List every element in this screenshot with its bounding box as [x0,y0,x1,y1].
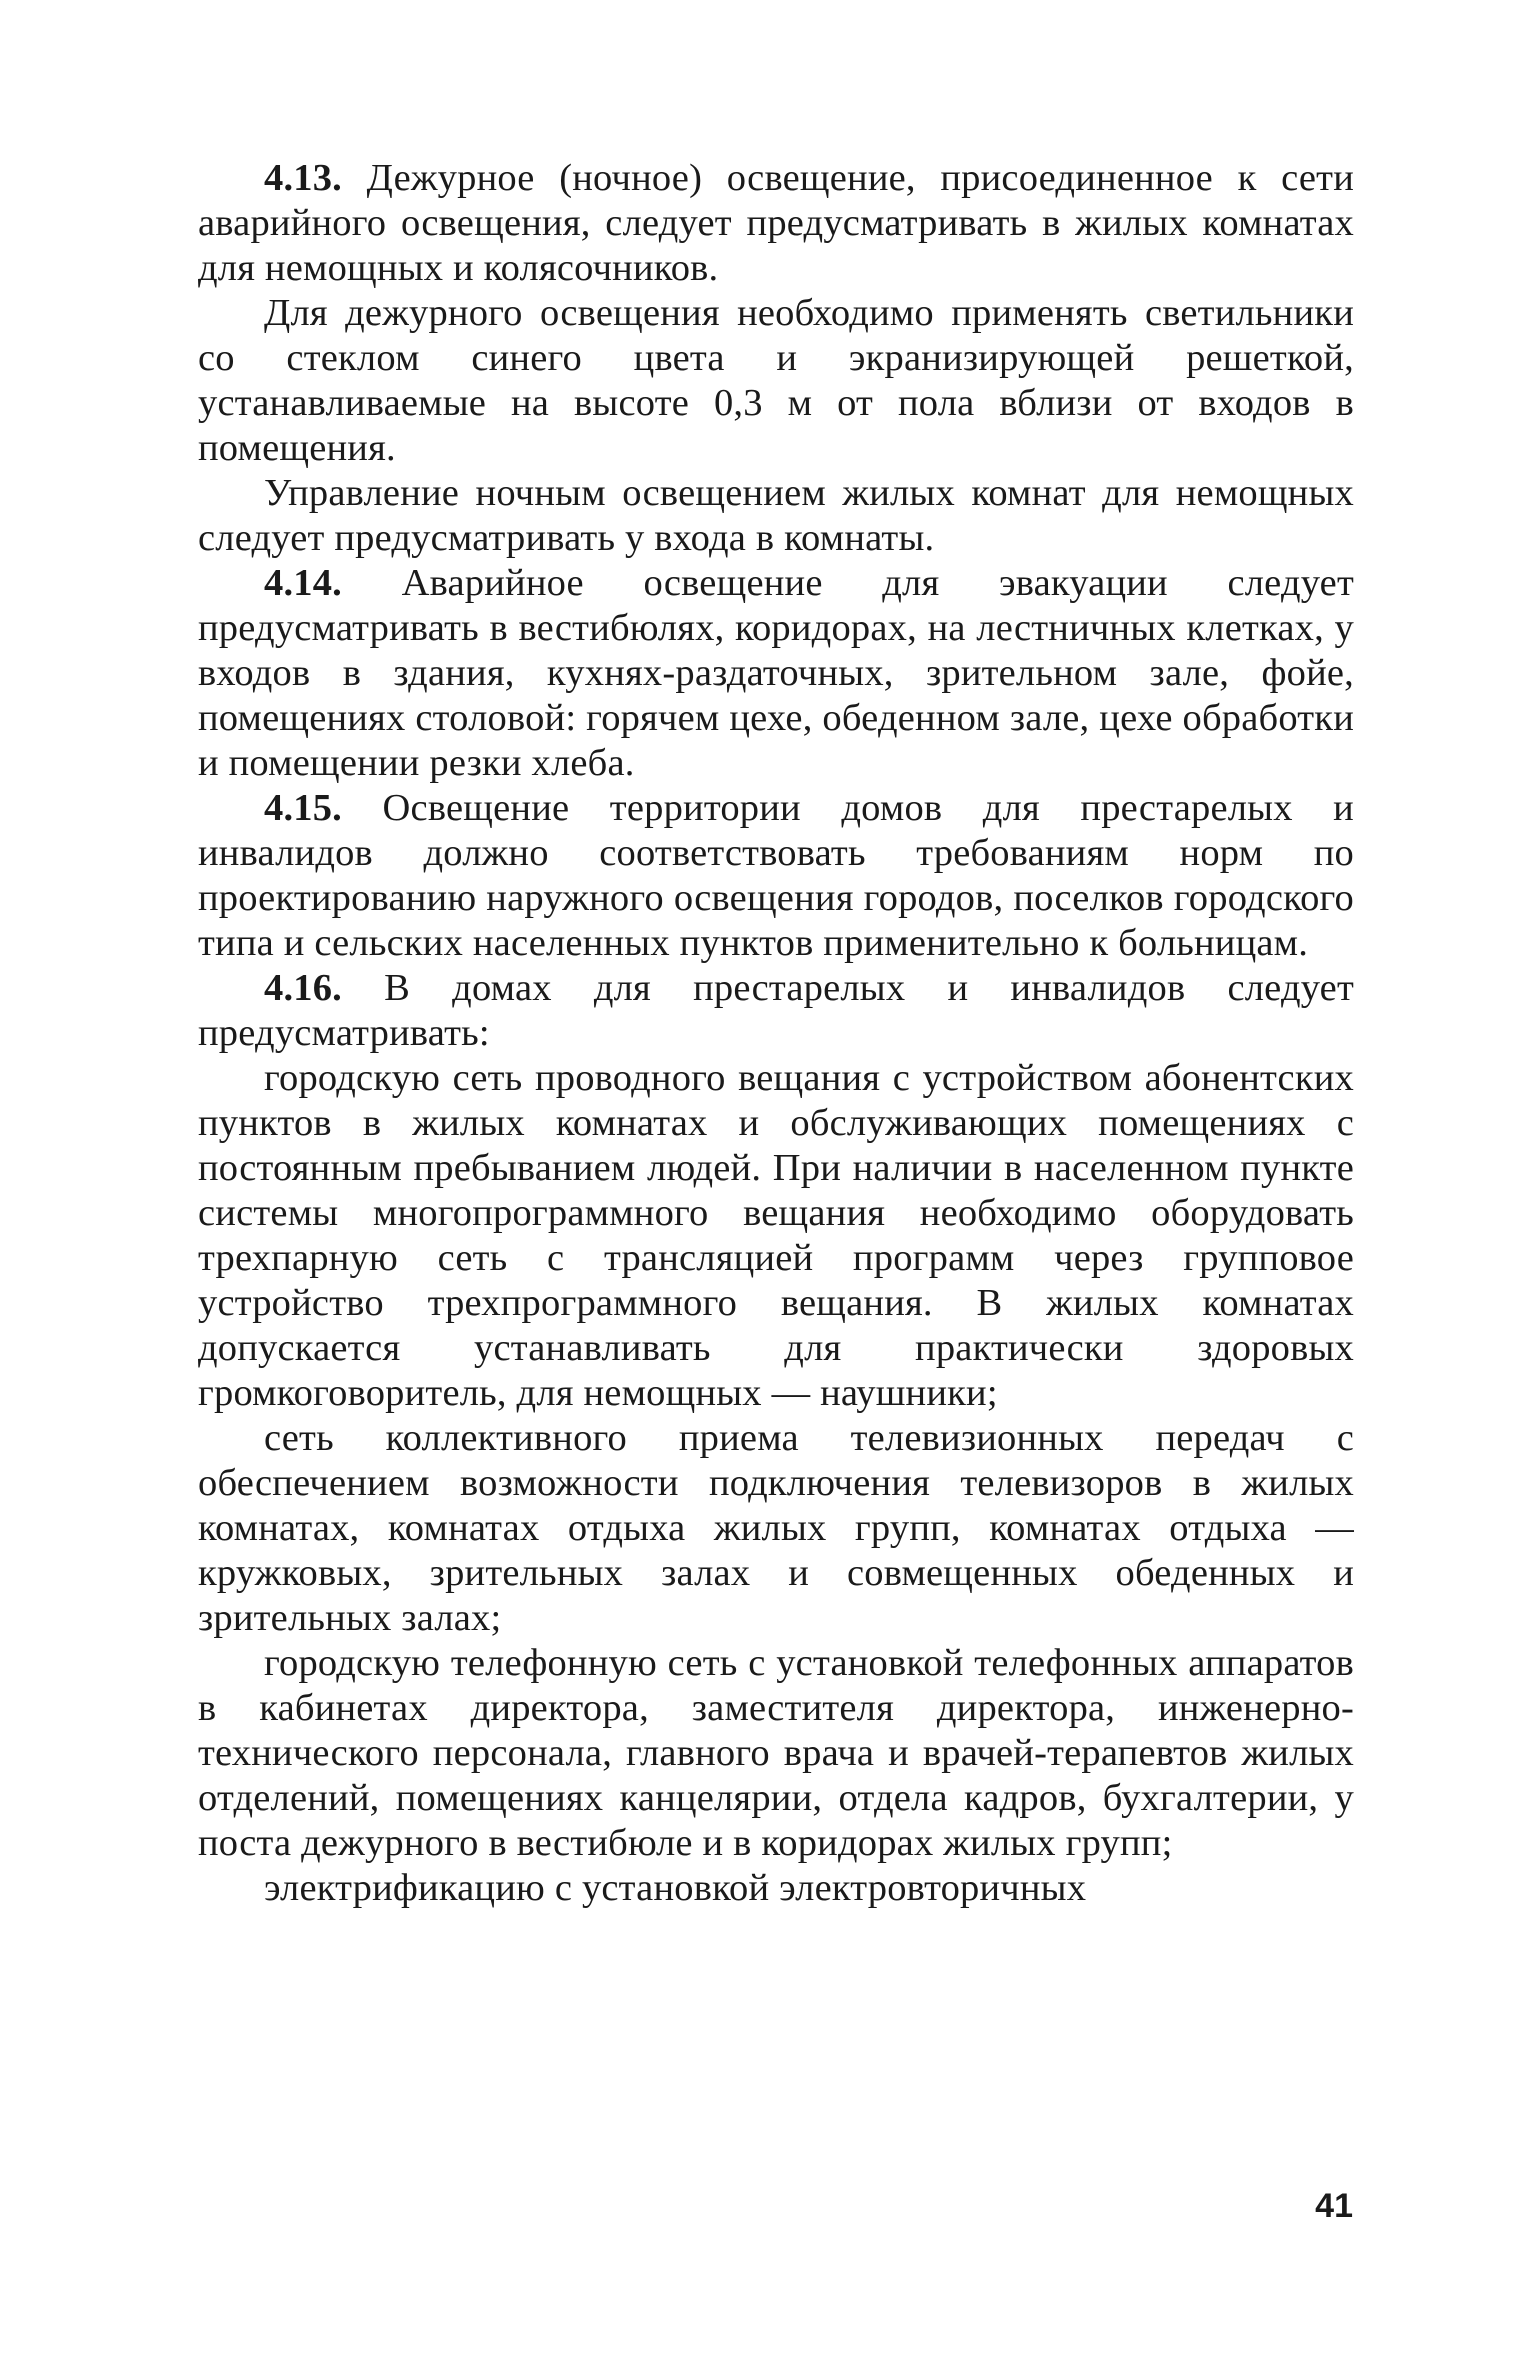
paragraph-text: Дежурное (ночное) освещение, присоединенное к сети аварийного освещения, следует предусматривать в жилых комнатах для немощных и колясочников. [198,157,1354,289]
paragraph-broadcast-network [198,1056,1354,1416]
paragraph-4-14 [198,561,1354,786]
section-number: 4.16. [264,967,342,1009]
page-number: 41 [1315,2187,1353,2225]
paragraph-night-lighting-fixtures [198,291,1354,471]
paragraph-text: В домах для престарелых и инвалидов следует предусматривать: [198,967,1354,1054]
paragraph-text: городскую сеть проводного вещания с устройством абонентских пунктов в жилых комнатах и обслуживающих помещениях с постоянным пребыванием людей. При наличии в населенном пункте системы многопрограммного вещания необходимо оборудовать трехпарную сеть с трансляцией программ через групповое устройство трехпрограммного вещания. В жилых комнатах допускается устанавливать для практически здоровых громкоговоритель, для немощных — наушники; [198,1057,1354,1414]
paragraph-4-15 [198,786,1354,966]
section-number: 4.13. [264,157,342,199]
paragraph-tv-network [198,1416,1354,1641]
paragraph-text: электрификацию с установкой электровторичных [264,1867,1087,1909]
section-number: 4.14. [264,562,342,604]
paragraph-text: Аварийное освещение для эвакуации следует предусматривать в вестибюлях, коридорах, на лестничных клетках, у входов в здания, кухнях-раздаточных, зрительном зале, фойе, помещениях столовой: горячем цехе, обеденном зале, цехе обработки и помещении резки хлеба. [198,562,1354,784]
paragraph-text: Освещение территории домов для престарелых и инвалидов должно соответствовать требованиям норм по проектированию наружного освещения городов, поселков городского типа и сельских населенных пунктов применительно к больницам. [198,787,1354,964]
paragraph-text: Управление ночным освещением жилых комнат для немощных следует предусматривать у входа в комнаты. [198,472,1354,559]
paragraph-electrification [198,1866,1354,1911]
paragraph-4-13 [198,156,1354,291]
paragraph-telephone-network [198,1641,1354,1866]
paragraph-text: сеть коллективного приема телевизионных передач с обеспечением возможности подключения телевизоров в жилых комнатах, комнатах отдыха жилых групп, комнатах отдыха — кружковых, зрительных залах и совмещенных обеденных и зрительных залах; [198,1417,1354,1639]
paragraph-text: городскую телефонную сеть с установкой телефонных аппаратов в кабинетах директора, заместителя директора, инженерно-технического персонала, главного врача и врачей-терапевтов жилых отделений, помещениях канцелярии, отдела кадров, бухгалтерии, у поста дежурного в вестибюле и в коридорах жилых групп; [198,1642,1354,1864]
document-body [198,156,1354,1911]
section-number: 4.15. [264,787,342,829]
paragraph-night-lighting-control [198,471,1354,561]
paragraph-4-16 [198,966,1354,1056]
paragraph-text: Для дежурного освещения необходимо применять светильники со стеклом синего цвета и экранизирующей решеткой, устанавливаемые на высоте 0,3 м от пола вблизи от входов в помещения. [198,292,1354,469]
